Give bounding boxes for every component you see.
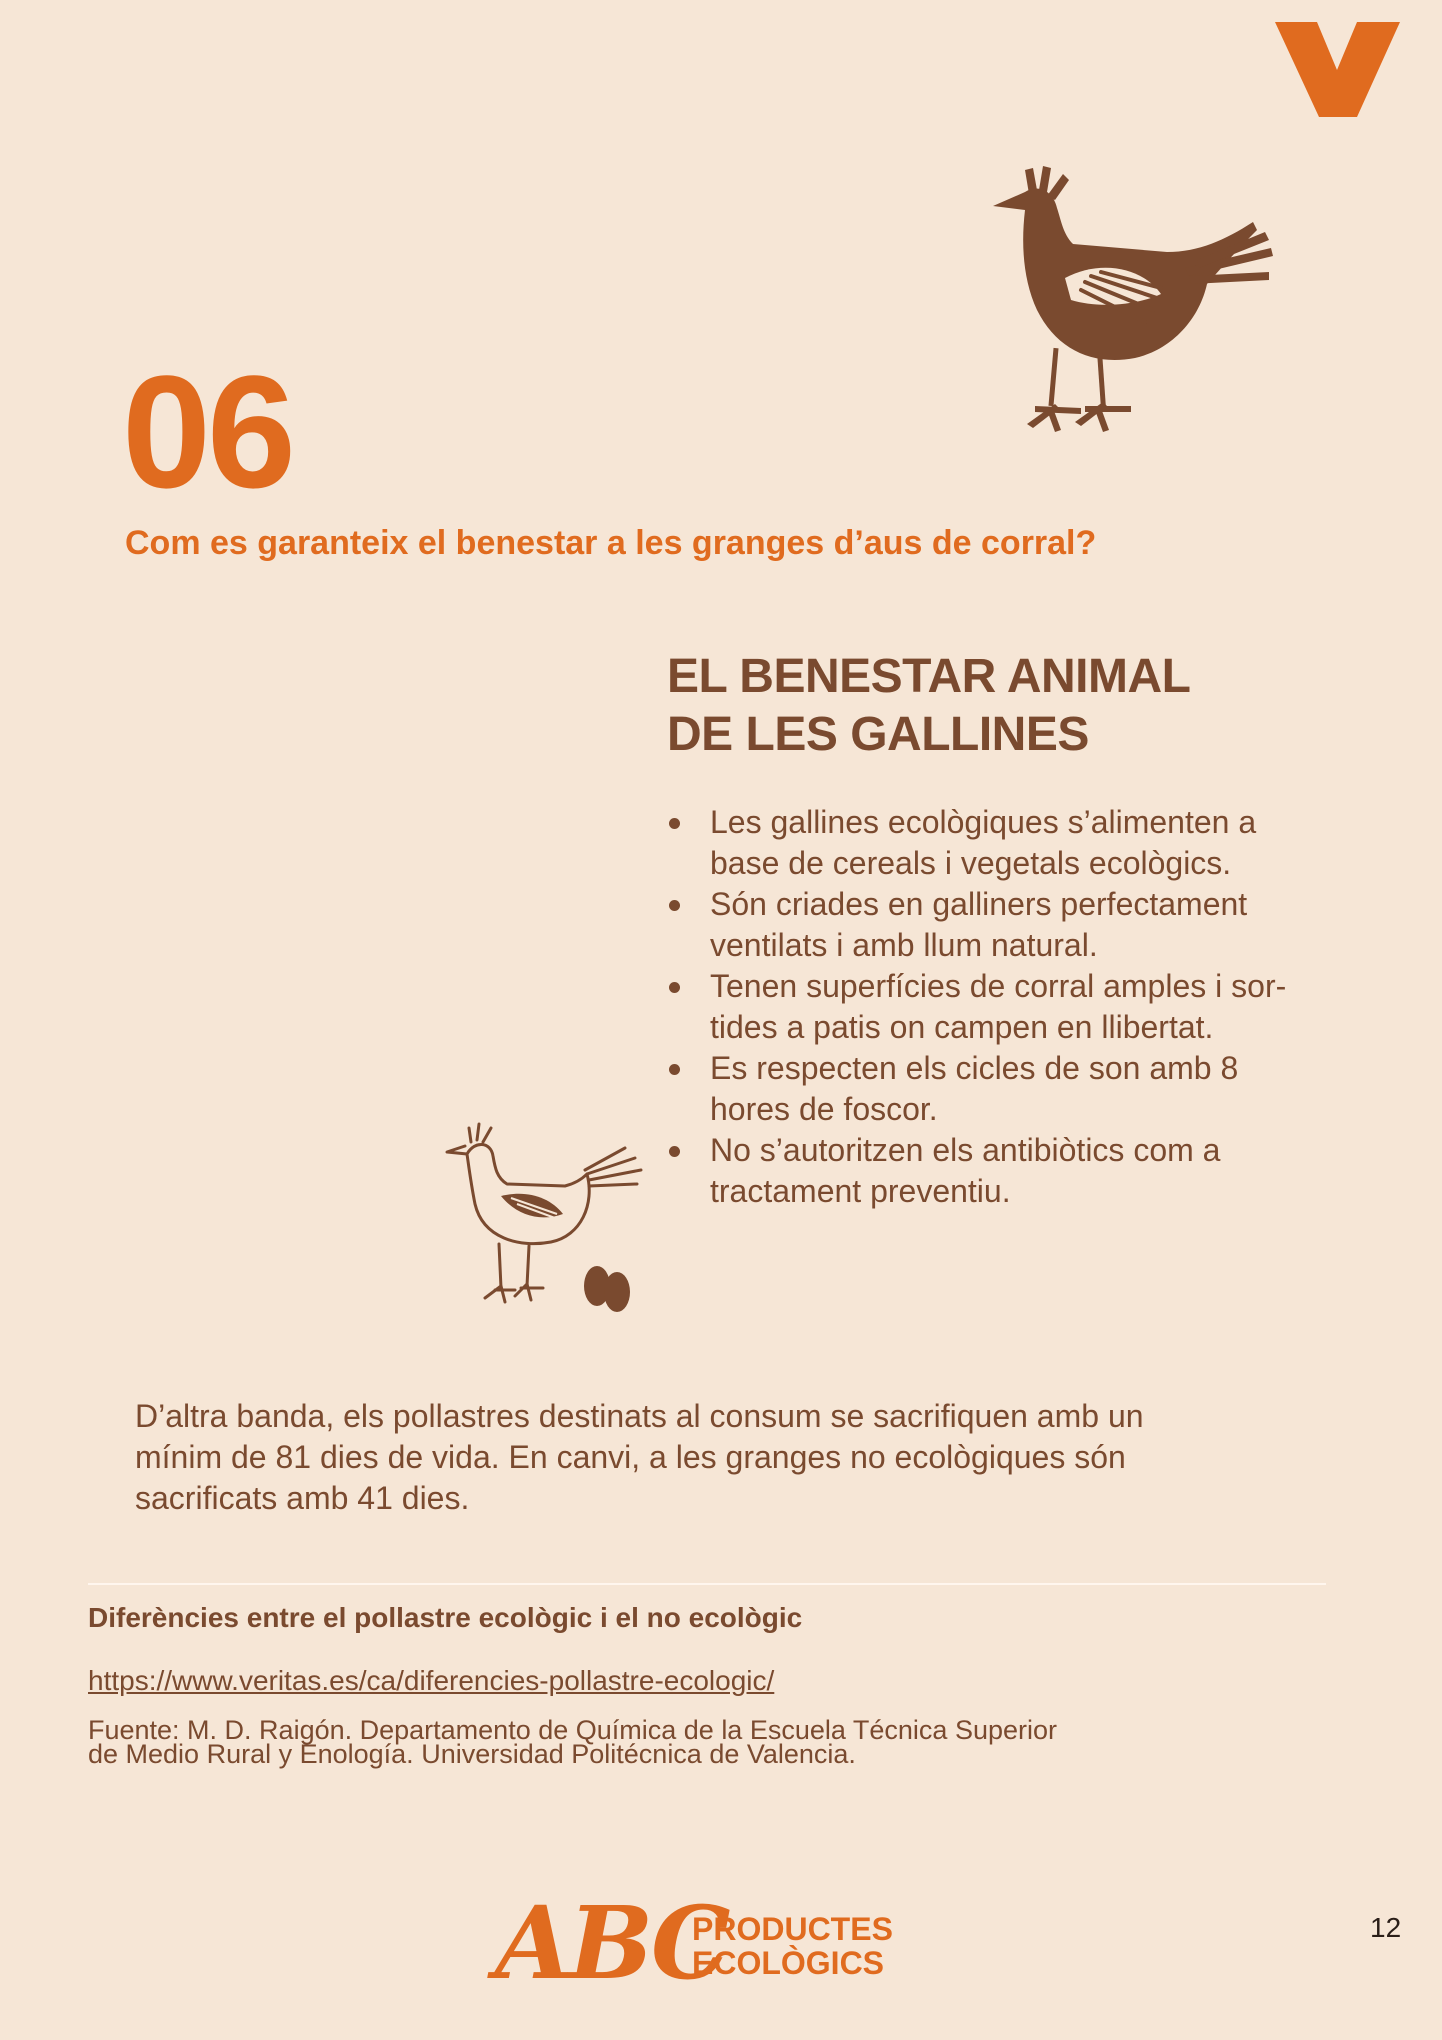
page-number: 12: [1370, 1912, 1402, 1943]
section-number: 06: [122, 342, 292, 521]
veritas-v-logo-icon: [1275, 22, 1400, 117]
list-item: Les gallines ecològiques s’alimenten a base de cereals i vegetals ecològics.: [667, 802, 1367, 884]
benefits-heading-line2: DE LES GALLINES: [667, 708, 1089, 761]
benefits-heading-line1: EL BENESTAR ANIMAL: [667, 650, 1191, 703]
section-question: Com es garanteix el benestar a les granges d’aus de corral?: [125, 524, 1097, 562]
list-item: Tenen superfícies de corral amples i sor- tides a patis on campen en llibertat.: [667, 966, 1367, 1048]
body-paragraph: D’altra banda, els pollastres destinats al consum se sacrifiquen amb un mínim de 81 dies de vida. En canvi, a les granges no ecològiques són sacrificats amb 41 dies.: [135, 1398, 1144, 1516]
hen-large-icon: [985, 160, 1275, 440]
benefits-heading: [667, 648, 1367, 764]
list-item: Són criades en galliners perfectament ventilats i amb llum natural.: [667, 884, 1367, 966]
divider: [88, 1583, 1326, 1585]
reference-title: Diferències entre el pollastre ecològic i el no ecològic: [88, 1602, 803, 1633]
footer-logo-letters: ABC: [495, 1884, 727, 2002]
footer-logo-words: [692, 1912, 893, 1980]
reference-source: Fuente: M. D. Raigón. Departamento de Química de la Escuela Técnica Superior de Medio Rural y Enología. Universidad Politécnica de Valencia.: [88, 1715, 1057, 1769]
hen-with-eggs-icon: [445, 1118, 645, 1318]
benefits-list: [667, 802, 1367, 1212]
footer-logo-line2: ECOLÒGICS: [692, 1945, 885, 1981]
list-item: No s’autoritzen els antibiòtics com a tractament preventiu.: [667, 1130, 1367, 1212]
list-item: Es respecten els cicles de son amb 8 hores de foscor.: [667, 1048, 1367, 1130]
reference-link[interactable]: https://www.veritas.es/ca/diferencies-pollastre-ecologic/: [88, 1665, 775, 1696]
footer-logo-line1: PRODUCTES: [692, 1911, 893, 1947]
